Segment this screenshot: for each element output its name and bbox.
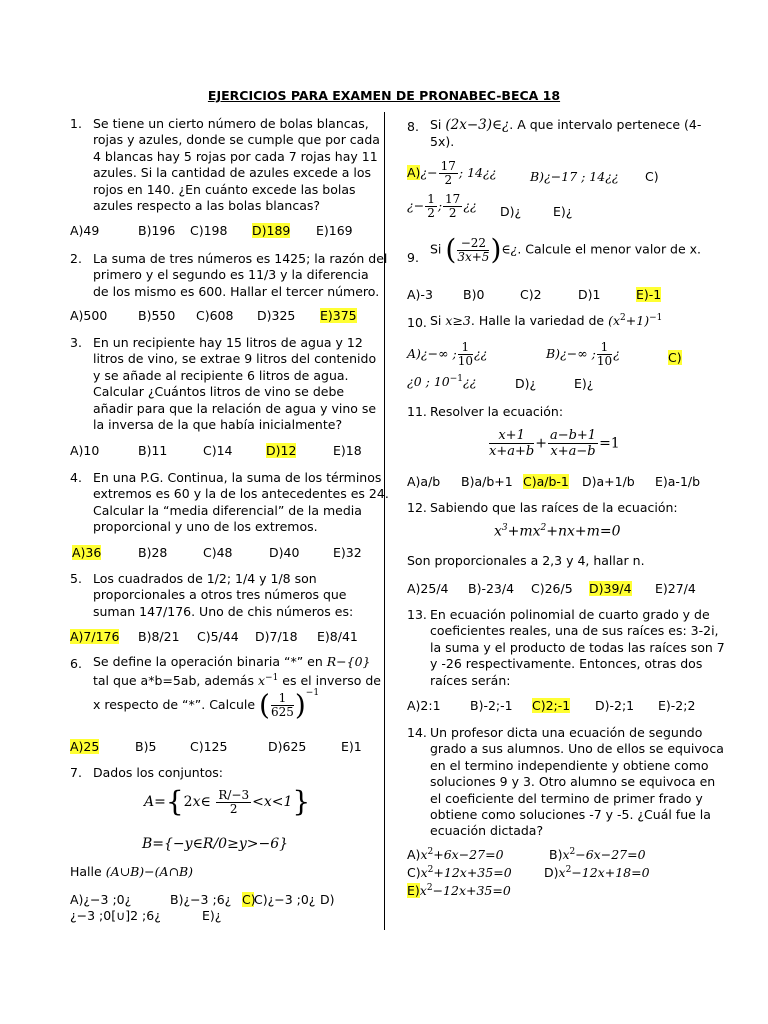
text-line: suman 147/176. Uno de chis números es: [93, 603, 354, 619]
option-d: $D)x^2-12x+18=0$ [544, 865, 650, 881]
halle-line: Halle (A∪B)−(A∩B) [70, 864, 194, 879]
question-text-line3: x respecto de “*”. Calcule ( $\frac{1}{625}$ )$^{-1}$ [93, 688, 320, 722]
text-line: ecuación dictada? [430, 823, 544, 839]
set-a-definition: A={2x∈ $\frac{R/-3}{2}$ <x<1} [144, 785, 311, 818]
option-e: E)¿ [202, 908, 222, 923]
option-a: A)500 [70, 308, 108, 323]
question-number: 4. [70, 470, 82, 485]
set-expression: R−{0} [326, 654, 371, 669]
text-line: Los cuadrados de 1/2; 1/4 y 1/8 son [93, 571, 317, 586]
option-e: E)¿ [553, 204, 573, 219]
text-line: En una P.G. Continua, la suma de los términos [93, 470, 382, 485]
question-number: 10. [407, 315, 427, 330]
option-b: B)11 [138, 443, 168, 458]
option-c: C)48 [203, 545, 233, 560]
text-line: azules. Si la cantidad de azules excede a los [93, 165, 372, 181]
text-line: Un profesor dicta una ecuación de segundo [430, 725, 703, 740]
question-text: Si ( $\frac{-22}{3x+5}$ )∈¿. Calcule el menor valor de x. [430, 233, 702, 266]
question-number: 12. [407, 500, 427, 515]
option-a-answer: A)36 [72, 545, 102, 560]
option-d: D)1 [578, 287, 601, 302]
option-d-value: ¿−3 ;0[∪]2 ;6¿ [70, 908, 161, 923]
option-a: A)¿−3 ;0¿ [70, 892, 132, 907]
text-line: grado a sus alumnos. Uno de ellos se equivoca [430, 741, 724, 757]
question-text: Sabiendo que las raíces de la ecuación: [430, 500, 678, 515]
question-text: Si x≥3. Halle la variedad de $(x^2+1)^{-1}$ [430, 313, 663, 329]
fraction: $\frac{1}{625}$ [270, 691, 294, 719]
question-number: 9. [407, 250, 419, 265]
text-line: la inversa de la que había inicialmente? [93, 417, 343, 433]
option-b: B)28 [138, 545, 168, 560]
option-b: B)5 [135, 739, 157, 754]
text-line: proporcionales a otros tres números que [93, 587, 347, 603]
question-text-cont: Son proporcionales a 2,3 y 4, hallar n. [407, 553, 645, 568]
option-e: E)32 [333, 545, 362, 560]
question-text-line1: Se define la operación binaria “*” en R−{0} [93, 654, 371, 669]
option-e: E)¿ [574, 376, 594, 391]
option-b: B)196 [138, 223, 176, 238]
option-a: A)10 [70, 443, 100, 458]
option-c: C)198 [190, 223, 228, 238]
option-c: C)5/44 [197, 629, 239, 644]
question-text-line2: tal que a*b=5ab, además $x^{-1}$ es el inverso de [93, 673, 381, 689]
question-text [93, 116, 380, 214]
question-text [93, 335, 376, 433]
option-d: D)40 [269, 545, 300, 560]
option-a: A)¿−∞ ; $\frac{1}{10}$ ¿¿ [407, 340, 488, 368]
text-line: extremos es 60 y la de los antecedentes es 24. [93, 486, 389, 502]
option-a-answer: A)25 [70, 739, 100, 754]
question-number: 2. [70, 251, 82, 266]
option-e: E)a-1/b [655, 474, 701, 489]
question-text [430, 607, 725, 689]
question-number: 5. [70, 571, 82, 586]
text-line: y -26 respectivamente. Entonces, otras dos [430, 656, 703, 672]
option-c-value: ¿− $\frac{1}{2}$ ; $\frac{17}{2}$ ¿¿ [407, 192, 477, 220]
text-line: Calcular la “media diferencial” de la media [93, 502, 362, 518]
option-a: A)a/b [407, 474, 441, 489]
option-d: D)325 [257, 308, 296, 323]
option-c-answer: C)a/b-1 [523, 474, 569, 489]
text-line: Calcular ¿Cuántos litros de vino se debe [93, 384, 345, 400]
question-number: 7. [70, 765, 82, 780]
question-number: 1. [70, 116, 82, 131]
option-b: B)a/b+1 [461, 474, 513, 489]
option-a-answer: A)¿− $\frac{17}{2}$ ; 14¿¿ [407, 159, 497, 187]
option-d: D)-2;1 [595, 698, 635, 713]
option-e-answer: E)375 [320, 308, 357, 323]
option-d: D) [320, 892, 335, 907]
option-a: $A)x^2+6x-27=0$ [407, 847, 504, 863]
question-text-cont: 5x). [430, 134, 455, 149]
option-b: B)8/21 [138, 629, 180, 644]
set-b-definition: B={−y∈R/0≥y>−6} [142, 836, 289, 852]
option-d: D)625 [268, 739, 307, 754]
option-c: C) [645, 169, 659, 184]
question-number: 6. [70, 656, 82, 671]
text-line: añadir para que la relación de agua y vino se [93, 400, 377, 416]
text-line: En un recipiente hay 15 litros de agua y 12 [93, 335, 363, 350]
option-c: C)14 [203, 443, 233, 458]
option-c: C)2 [520, 287, 542, 302]
option-b: B)-23/4 [468, 581, 515, 596]
option-e: E)18 [333, 443, 362, 458]
option-b: $B)x^2-6x-27=0$ [549, 847, 646, 863]
option-a: A)49 [70, 223, 100, 238]
option-d-answer: D)12 [266, 443, 297, 458]
question-text [93, 470, 389, 536]
question-text: Dados los conjuntos: [93, 765, 223, 780]
text-line: litros de vino, se extrae 9 litros del contenido [93, 351, 377, 367]
text-line: rojas y azules, donde se cumple que por cada [93, 132, 380, 148]
option-d-answer: D)39/4 [589, 581, 632, 596]
text-line: el coeficiente del termino de primer frado y [430, 790, 703, 806]
text-line: primero y el segundo es 11/3 y la diferencia [93, 267, 369, 283]
question-text [430, 725, 724, 840]
equation: $x^3+mx^2+nx+m=0$ [494, 523, 621, 540]
option-a: A)25/4 [407, 581, 449, 596]
question-text [93, 571, 353, 620]
option-b: B)¿−17 ; 14¿¿ [530, 169, 619, 184]
text-line: raíces serán: [430, 672, 511, 688]
question-number: 13. [407, 607, 427, 622]
text-line: soluciones 9 y 3. Otro alumno se equivoca en [430, 774, 716, 790]
option-d-answer: D)189 [252, 223, 291, 238]
fraction: $\frac{R/-3}{2}$ [218, 787, 250, 816]
option-d: D)¿ [500, 204, 522, 219]
question-text [93, 251, 387, 300]
option-d: D)¿ [515, 376, 537, 391]
option-e: E)8/41 [317, 629, 358, 644]
option-c: C)125 [190, 739, 228, 754]
option-a: A)2:1 [407, 698, 441, 713]
text-line: Se tiene un cierto número de bolas blancas, [93, 116, 369, 131]
text-line: rojos en 140. ¿En cuánto excede las bolas [93, 181, 356, 197]
text-line: la suma y el producto de todas las raíces son 7 [430, 639, 725, 655]
option-c-answer: C)2;-1 [532, 698, 571, 713]
text-line: obtiene como soluciones -7 y -5. ¿Cuál fue la [430, 807, 711, 823]
text-line: en el termino independiente y obtiene como [430, 757, 709, 773]
option-b: B)¿−3 ;6¿ [170, 892, 232, 907]
text-line: En ecuación polinomial de cuarto grado y de [430, 607, 710, 622]
option-b: B)-2;-1 [470, 698, 513, 713]
option-a-answer: A)7/176 [70, 629, 120, 644]
option-d: D)7/18 [255, 629, 298, 644]
option-e: E)169 [316, 223, 353, 238]
equation: $\frac{x+1}{x+a+b}$ + $\frac{a-b+1}{x+a-b}$ =1 [489, 428, 620, 459]
text-line: 4 blancas hay 5 rojas por cada 7 rojas hay 11 [93, 148, 378, 164]
text-line: y se añade al recipiente 6 litros de agua. [93, 367, 349, 383]
option-c-answer: C) [668, 350, 682, 365]
question-number: 11. [407, 404, 427, 419]
option-e: E)27/4 [655, 581, 696, 596]
question-number: 8. [407, 119, 419, 134]
text-line: coeficientes reales, una de sus raíces es: 3-2i, [430, 623, 719, 639]
text-line: de los mismo es 600. Hallar el tercer número. [93, 283, 380, 299]
question-number: 14. [407, 725, 427, 740]
option-b: B)0 [463, 287, 485, 302]
text-line: La suma de tres números es 1425; la razón del [93, 251, 388, 266]
option-e-answer: $E)x^2-12x+35=0$ [407, 883, 511, 899]
text-line: proporcional y uno de los extremos. [93, 519, 318, 535]
option-c: C)608 [196, 308, 234, 323]
option-b: B)550 [138, 308, 176, 323]
option-a: A)-3 [407, 287, 433, 302]
option-e: E)-2;2 [658, 698, 696, 713]
option-c-answer: C)C)¿−3 ;0¿ [242, 892, 316, 907]
option-e: E)1 [341, 739, 362, 754]
question-text: Si (2x−3)∈¿. A que intervalo pertenece (4- [430, 117, 702, 133]
option-c: $C)x^2+12x+35=0$ [407, 865, 512, 881]
option-d: D)a+1/b [582, 474, 635, 489]
option-e-answer: E)-1 [636, 287, 662, 302]
page-title: EJERCICIOS PARA EXAMEN DE PRONABEC-BECA 18 [207, 88, 561, 103]
text-line: azules respecto a las bolas blancas? [93, 198, 321, 214]
question-number: 3. [70, 335, 82, 350]
option-b: B)¿−∞ ; $\frac{1}{10}$ ¿ [546, 340, 620, 368]
option-c: C)26/5 [531, 581, 573, 596]
option-c-value: ¿0 ; $10^{-1}¿¿$ [407, 374, 477, 390]
question-text: Resolver la ecuación: [430, 404, 564, 419]
